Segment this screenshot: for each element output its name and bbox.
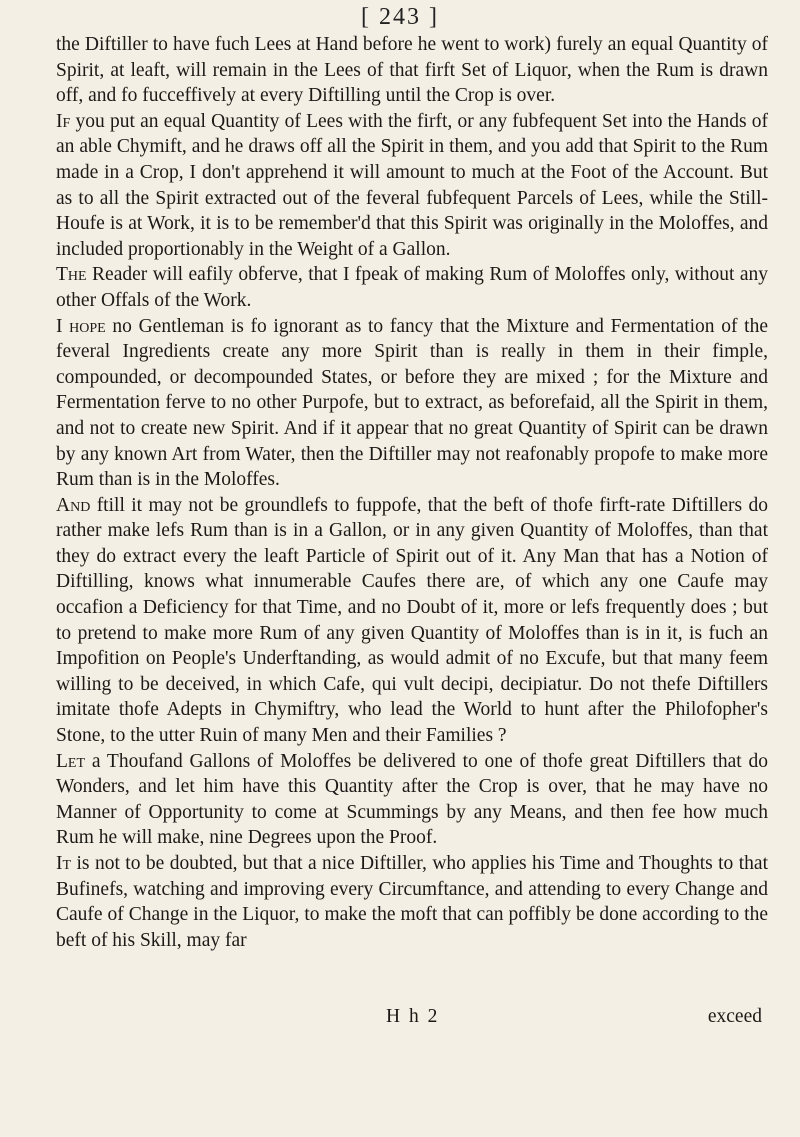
page-number-header: [ 243 ] <box>361 4 439 30</box>
paragraph-1 <box>56 32 768 109</box>
paragraph-lead: I hope <box>56 315 106 337</box>
catchword: exceed <box>707 1006 762 1027</box>
paragraph-lead: It <box>56 853 72 874</box>
signature-mark: H h 2 <box>386 1006 440 1027</box>
paragraph-text: ftill it may not be groundlefs to fuppofe, that the beft of thofe firft-rate Diftillers do rather make lefs Rum than is in a Gallon, or in any given Quantity of Moloffes, than that they do extract every the leaft Particle of Spirit out of it. Any Man that has a Notion of Diftilling, knows what innumerable Caufes there are, of which any one Caufe may occafion a Deficiency for that Time, and no Doubt of it, more or lefs frequently does ; but to pretend to make more Rum of any given Quantity of Moloffes than is in it, is fuch an Impofition on People's Underftanding, as would admit of no Excufe, but that many feem willing to be deceived, in which Cafe, qui vult decipi, decipiatur. Do not thefe Diftillers imitate thofe Adepts in Chymiftry, who lead the World to hunt after the Philofopher's Stone, to the utter Ruin of many Men and their Families ? <box>56 494 768 747</box>
paragraph-5 <box>56 493 768 749</box>
paragraph-text: is not to be doubted, but that a nice Diftiller, who applies his Time and Thoughts to that Bufinefs, watching and improving every Circumftance, and attending to every Change and Caufe of Change in the Liquor, to make the moft that can poffibly be done according to the beft of his Skill, may far <box>56 853 768 951</box>
paragraph-3 <box>56 262 768 313</box>
paragraph-lead: Let <box>56 750 86 772</box>
paragraph-text: you put an equal Quantity of Lees with the firft, or any fubfequent Set into the Hands of an able Chymift, and he draws off all the Spirit in them, and you add that Spirit to the Rum made in a Crop, I don't apprehend it will amount to much at the Foot of the Account. But as to all the Spirit extracted out of the feveral fubfequent Parcels of Lees, while the Still-Houfe is at Work, it is to be remember'd that this Spirit was originally in the Moloffes, and included proportionably in the Weight of a Gallon. <box>56 110 768 260</box>
paragraph-text: the Diftiller to have fuch Lees at Hand before he went to work) furely an equal Quantity of Spirit, at leaft, will remain in the Lees of that firft Set of Liquor, when the Rum is drawn off, and fo fucceffively at every Diftilling until the Crop is over. <box>56 34 768 107</box>
page-footer <box>56 1006 768 1030</box>
paragraph-lead: If <box>56 110 71 132</box>
paragraph-2 <box>56 109 768 263</box>
paragraph-6 <box>56 749 768 851</box>
paragraph-7 <box>56 851 768 953</box>
paragraph-lead: And <box>56 494 91 516</box>
paragraph-text: a Thoufand Gallons of Moloffes be delivered to one of thofe great Diftillers that do Wonders, and let him have this Quantity after the Crop is over, that he may have no Manner of Opportunity to come at Scummings by any Means, and then fee how much Rum he will make, nine Degrees upon the Proof. <box>56 750 768 849</box>
paragraph-text: no Gentleman is fo ignorant as to fancy that the Mixture and Fermentation of the feveral Ingredients create any more Spirit than is really in them in their fimple, compounded, or decompounded States, or before they are mixed ; for the Mixture and Fermentation ferve to no other Purpofe, but to extract, as beforefaid, all the Spirit in them, and not to create new Spirit. And if it appear that no great Quantity of Spirit can be drawn by any known Art from Water, then the Diftiller may not reafonably propofe to make more Rum than is in the Moloffes. <box>56 315 768 491</box>
paragraph-text: Reader will eafily obferve, that I fpeak of making Rum of Moloffes only, without any other Offals of the Work. <box>56 264 768 311</box>
body-text <box>56 32 768 953</box>
paragraph-4 <box>56 314 768 493</box>
paragraph-lead: The <box>56 264 87 286</box>
